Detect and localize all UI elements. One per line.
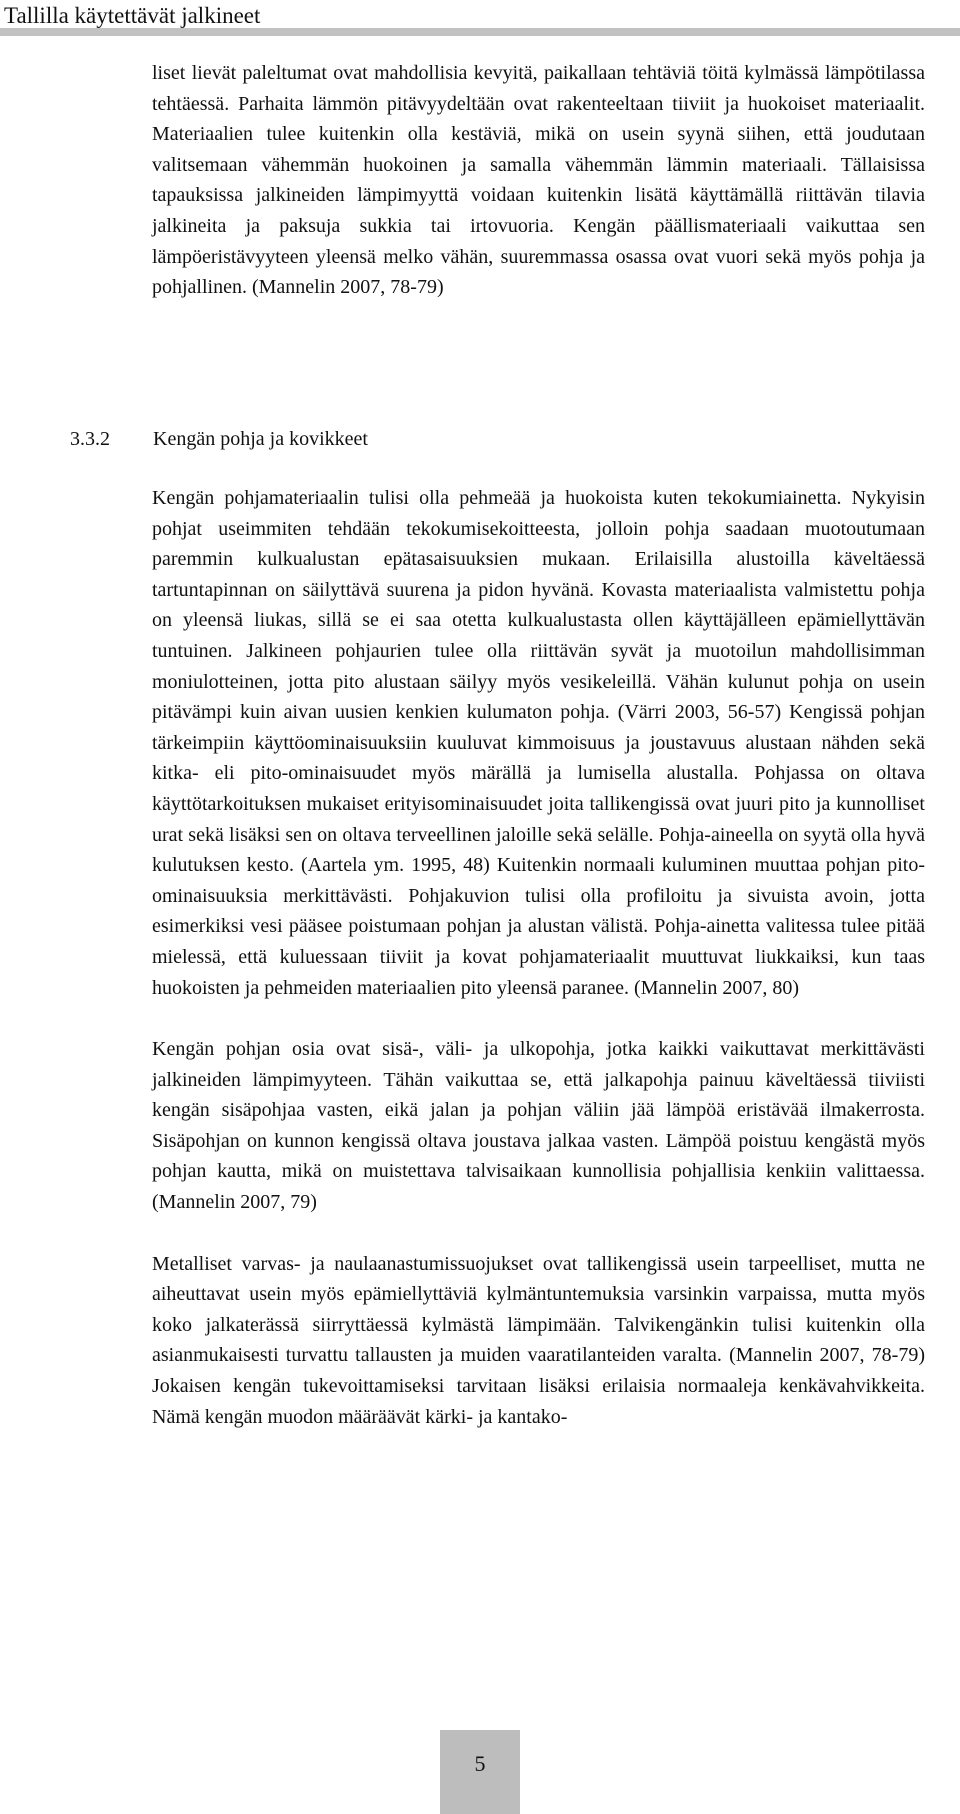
- page-number-box: [440, 1730, 520, 1814]
- section-heading: [70, 425, 368, 453]
- section-title: Kengän pohja ja kovikkeet: [153, 428, 368, 450]
- intro-paragraph: liset lievät paleltumat ovat mahdollisia kevyitä, paikallaan tehtäviä töitä kylmässä lämpötilassa tehtäessä. Parhaita lämmön pitävyydeltään ovat rakenteeltaan tiiviit ja huokoiset materiaalit. Materiaalien tulee kuitenkin olla kestäviä, mikä on usein syynä siihen, että joudutaan valitsemaan vähemmän huokoinen ja samalla vähemmän lämmin materiaali. Tällaisissa tapauksissa jalkineiden lämpimyyttä voidaan kuitenkin lisätä käyttämällä riittävän tilavia jalkineita ja paksuja sukkia tai irtovuoria. Kengän päällismateriaali vaikuttaa sen lämpöeristävyyteen yleensä melko vähän, suuremmassa osassa ovat vuori sekä myös pohja ja pohjallinen. (Mannelin 2007, 78-79): [152, 62, 925, 299]
- body-paragraph-3: Metalliset varvas- ja naulaanastumissuojukset ovat tallikengissä usein tarpeelliset, mutta ne aiheuttavat usein myös epämiellyttäviä kylmäntuntemuksia varsinkin varpaissa, mutta myös koko jalkaterässä siirryttäessä kylmästä lämpimään. Talvikengänkin tulisi kuitenkin olla asianmukaisesti turvattu tallausten ja muiden vaaratilanteiden varalta. (Mannelin 2007, 78-79) Jokaisen kengän tukevoittamiseksi tarvitaan lisäksi erilaisia normaaleja kenkävahvikkeita. Nämä kengän muodon määräävät kärki- ja kantako-: [152, 1252, 925, 1428]
- body-paragraph-1: Kengän pohjamateriaalin tulisi olla pehmeää ja huokoista kuten tekokumiainetta. Nykyisin pohjat useimmiten tehdään tekokumisekoitteesta, jolloin pohja saadaan muotoutumaan paremmin kulkualustan epätasaisuuksien mukaan. Erilaisilla alustoilla käveltäessä tartuntapinnan on säilyttävä suurena ja pidon hyvänä. Kovasta materiaalista valmistettu pohja on yleensä liukas, sillä se ei saa otetta kulkualustasta ollen käyttäjälleen epämiellyttävän tuntuinen. Jalkineen pohjaurien tulee olla riittävän syvät ja muotoilun mahdollisimman moniulotteinen, jotta pito alustaan säilyy myös vesikeleillä. Vähän kulunut pohja on usein pitävämpi kuin aivan uusien kenkien kulumaton pohja. (Värri 2003, 56-57) Kengissä pohjan tärkeimpiin käyttöominaisuuksiin kuuluvat kimmoisuus ja joustavuus alustaan nähden sekä kitka- eli pito-ominaisuudet myös märällä ja lumisella alustalla. Pohjassa on oltava käyttötarkoituksen mukaiset erityisominaisuudet joita tallikengissä ovat juuri pito ja kunnolliset urat sekä lisäksi sen on oltava terveellinen jaloille sekä selälle. Pohja-aineella on syytä olla hyvä kulutuksen kesto. (Aartela ym. 1995, 48) Kuitenkin normaali kuluminen muuttaa pohjan pito-ominaisuuksia merkittävästi. Pohjakuvion tulisi olla profiloitu ja sivuista avoin, jotta esimerkiksi vesi pääsee poistumaan pohjan ja alustan välistä. Pohja-ainetta valitessa tulee pitää mielessä, että kuluessaan tiiviit ja kovat pohjamateriaalit muuttuvat liukkaiksi, kun taas huokoisten ja pehmeiden materiaalien pito yleensä paranee. (Mannelin 2007, 80): [152, 487, 925, 999]
- section-number: 3.3.2: [70, 428, 110, 450]
- document-title: Tallilla käytettävät jalkineet: [4, 3, 261, 28]
- page-number: 5: [474, 1751, 486, 1776]
- section-body: [152, 483, 925, 1432]
- body-paragraph-2: Kengän pohjan osia ovat sisä-, väli- ja ulkopohja, jotka kaikki vaikuttavat merkittävästi jalkineiden lämpimyyteen. Tähän vaikuttaa se, että jalkapohja painuu käveltäessä tiiviisti kengän sisäpohjaa vasten, eikä jalan ja pohjan väliin jää lämpöä eristävää ilmakerrosta. Sisäpohjan on kunnon kengissä oltava joustava jalkaa vasten. Lämpöä poistuu kengästä myös pohjan kautta, mikä on muistettava talvisaikaan kunnollisia pohjallisia kenkiin valittaessa. (Mannelin 2007, 79): [152, 1038, 925, 1214]
- running-header: [0, 0, 960, 36]
- header-rule: [0, 28, 960, 36]
- intro-block: [152, 58, 925, 303]
